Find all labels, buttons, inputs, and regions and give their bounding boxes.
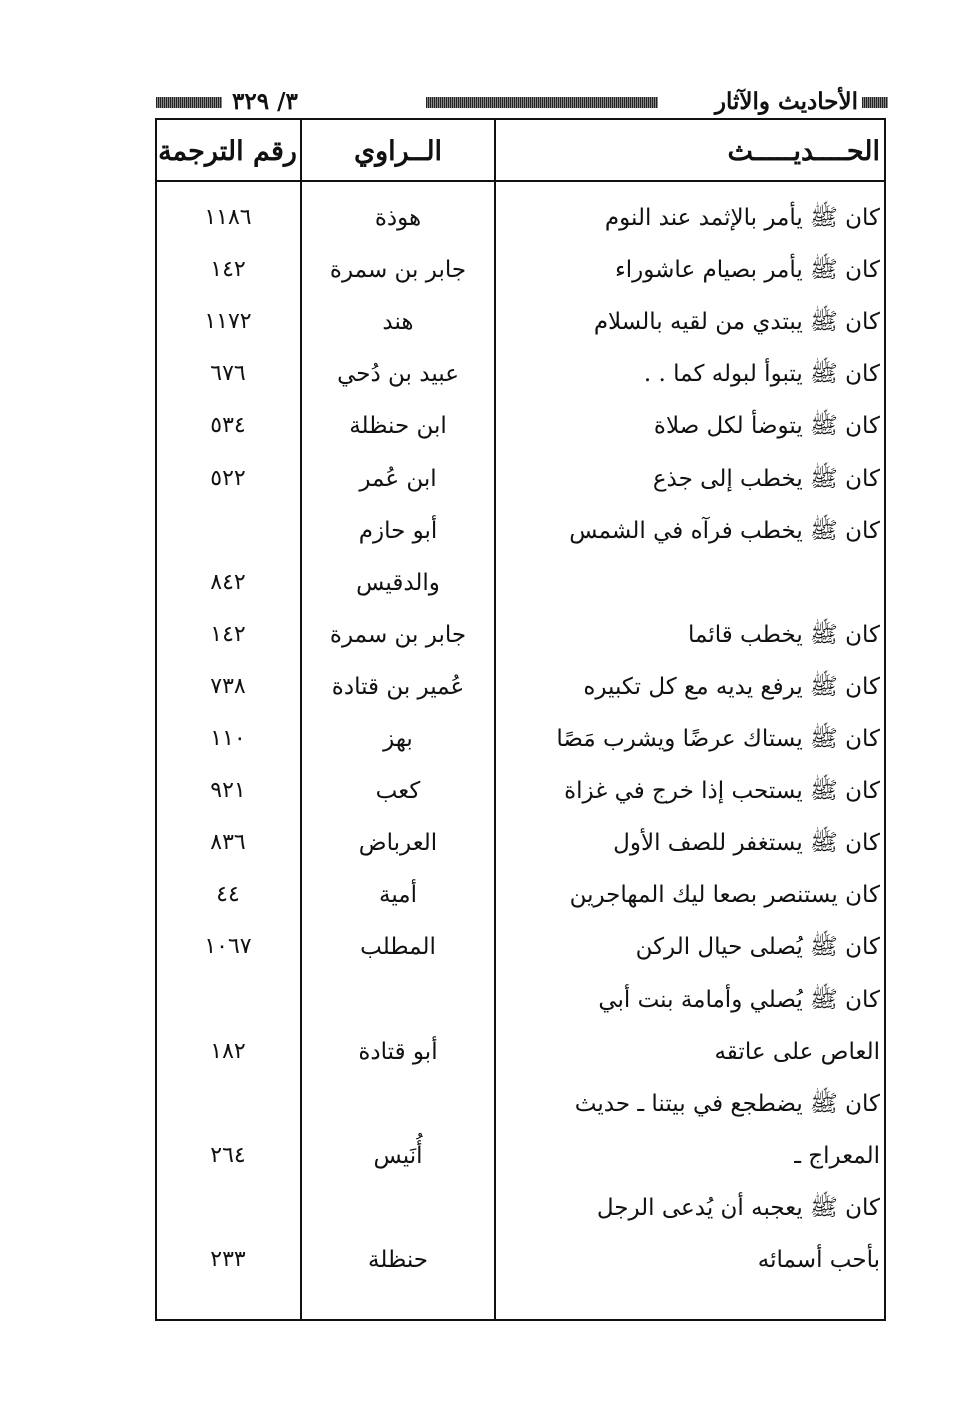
number-cell: ٧٣٨ [210, 674, 246, 699]
header-rule [862, 97, 888, 108]
number-cell: ٥٢٢ [210, 466, 246, 491]
number-cell: ١١٨٦ [204, 205, 252, 230]
hadith-cell: كان ﷺ يعجبه أن يُدعى الرجل [596, 1195, 880, 1221]
rawi-cell: أبو حازم [358, 518, 438, 544]
hadith-cell: كان ﷺ يُصلى حيال الركن [635, 934, 880, 960]
number-cell [156, 1078, 300, 1130]
number-cell: ٢٦٤ [210, 1143, 246, 1168]
page-reference: ٣/ ٣٢٩ [232, 88, 298, 115]
number-cell: ١١٠ [210, 726, 246, 751]
header-divider [155, 180, 886, 182]
running-header [156, 88, 888, 116]
rawi-cell: بهز [383, 726, 413, 752]
number-cell: ١٤٢ [210, 257, 246, 282]
column-header-rawi: الــراوي [353, 136, 443, 167]
number-cell: ٥٣٤ [210, 413, 246, 438]
hadith-cell: العاص على عاتقه [714, 1039, 880, 1065]
rawi-cell [302, 1182, 494, 1234]
hadith-cell: كان ﷺ يضطجع في بيتنا ـ حديث [574, 1091, 880, 1117]
number-cell: ٢٣٣ [210, 1247, 246, 1272]
rawi-cell: المطلب [360, 934, 436, 960]
hadith-cell: كان ﷺ يُصلي وأمامة بنت أبي [598, 987, 880, 1013]
number-cell: ١٠٦٧ [204, 934, 252, 959]
hadith-cell: كان ﷺ يستاك عرضًا ويشرب مَصًا [556, 726, 880, 752]
rawi-cell: عُمير بن قتادة [331, 674, 465, 700]
hadith-cell: كان يستنصر بصعا ليك المهاجرين [569, 882, 880, 908]
rawi-cell: عبيد بن دُحي [337, 361, 459, 387]
hadith-cell: كان ﷺ يتبوأ لبوله كما . . [643, 361, 880, 387]
number-cell: ١٨٢ [210, 1039, 246, 1064]
rawi-cell [302, 974, 494, 1026]
hadith-cell: كان ﷺ يخطب إلى جذع [652, 466, 880, 492]
header-rule [426, 97, 658, 108]
hadith-cell: المعراج ـ [794, 1143, 880, 1169]
rawi-cell: ابن حنظلة [349, 413, 447, 439]
rawi-cell: كعب [375, 778, 421, 804]
rawi-cell: أمية [379, 882, 417, 908]
column-header-hadith [496, 124, 884, 180]
hadith-cell: كان ﷺ يأمر بالإثمد عند النوم [604, 205, 880, 231]
hadith-cell: كان ﷺ يرفع يديه مع كل تكبيره [583, 674, 880, 700]
hadith-cell: كان ﷺ يخطب قائما [688, 622, 880, 648]
number-cell: ٩٢١ [210, 778, 246, 803]
rawi-cell: جابر بن سمرة [329, 622, 467, 648]
hadith-cell [496, 557, 880, 609]
rawi-cell [302, 1078, 494, 1130]
column-header-number: رقم الترجمة [158, 136, 297, 167]
rawi-cell: أبو قتادة [358, 1039, 438, 1065]
hadith-cell: كان ﷺ يبتدي من لقيه بالسلام [593, 309, 880, 335]
number-cell: ٦٧٦ [210, 361, 246, 386]
number-cell [156, 1182, 300, 1234]
hadith-cell: كان ﷺ يتوضأ لكل صلاة [653, 413, 880, 439]
rawi-cell: ابن عُمر [359, 466, 437, 492]
column-header-hadith-label: الحــــديـــــث [727, 136, 880, 167]
rawi-cell: حنظلة [368, 1247, 428, 1273]
rawi-cell: والدقيس [356, 570, 440, 596]
number-cell: ٨٣٦ [210, 830, 246, 855]
rawi-cell: أُنَيس [373, 1143, 423, 1169]
rawi-cell: جابر بن سمرة [329, 257, 467, 283]
number-cell: ١٤٢ [210, 622, 246, 647]
number-cell [156, 974, 300, 1026]
hadith-cell: كان ﷺ يخطب فرآه في الشمس [569, 518, 880, 544]
number-cell: ٤٤ [216, 882, 240, 907]
rawi-cell: هوذة [374, 205, 422, 231]
header-title: الأحاديث والآثار [714, 88, 858, 115]
number-cell: ٨٤٢ [210, 570, 246, 595]
rawi-cell: العرباض [358, 830, 438, 856]
hadith-cell: كان ﷺ يستغفر للصف الأول [613, 830, 880, 856]
header-rule [156, 97, 222, 108]
hadith-cell: بأحب أسمائه [757, 1247, 880, 1273]
hadith-cell: كان ﷺ يستحب إذا خرج في غزاة [564, 778, 880, 804]
hadith-cell: كان ﷺ يأمر بصيام عاشوراء [614, 257, 880, 283]
number-cell [156, 505, 300, 557]
rawi-cell: هند [382, 309, 414, 335]
number-cell: ١١٧٢ [204, 309, 252, 334]
